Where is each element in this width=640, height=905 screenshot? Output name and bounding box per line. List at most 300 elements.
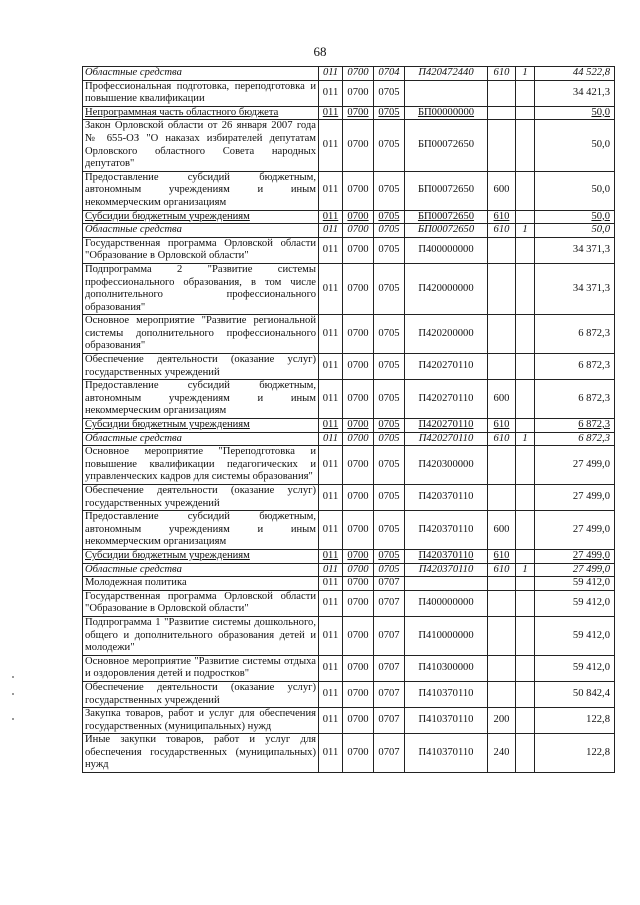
cell-amount [535,380,615,419]
cell-amount-text: 6 872,3 [578,432,610,444]
cell-section-code [343,432,374,446]
cell-amount-text: 34 371,3 [572,244,610,256]
cell-section-code [343,590,374,616]
cell-source-code [516,120,535,171]
cell-source-code [516,432,535,446]
cell-subsection-code [374,315,405,354]
table-row [83,577,615,591]
cell-source-code [516,616,535,655]
cell-section-code [343,106,374,120]
cell-amount-text: 59 412,0 [572,577,610,589]
cell-subsection-code [374,106,405,120]
cell-amount [535,485,615,511]
cell-section-code-text: 0700 [347,577,369,589]
cell-amount [535,210,615,224]
cell-target-code [405,419,488,433]
scan-speck [12,693,14,695]
cell-amount-text: 6 872,3 [578,419,610,431]
cell-subsection-code [374,590,405,616]
cell-ministry-code [319,419,343,433]
cell-section-code-text: 0700 [347,523,369,535]
cell-subsection-code-text: 0705 [378,458,400,470]
cell-name-text: Областные средства [85,224,182,236]
cell-name-text: Государственная программа Орловской области "Образование в Орловской области" [85,237,316,262]
cell-name [83,485,319,511]
cell-ministry-code-text: 011 [322,327,339,339]
cell-section-code [343,616,374,655]
cell-target-code [405,563,488,577]
cell-subsection-code-text: 0705 [378,419,400,431]
cell-ministry-code [319,380,343,419]
cell-section-code-text: 0700 [347,432,369,444]
cell-section-code [343,511,374,550]
cell-expense-type-code [488,106,516,120]
cell-subsection-code-text: 0705 [378,184,400,196]
cell-ministry-code-text: 011 [322,629,339,641]
cell-ministry-code [319,563,343,577]
cell-ministry-code [319,315,343,354]
cell-name [83,354,319,380]
cell-name-text: Молодежная политика [85,577,187,589]
cell-target-code-text: П420000000 [418,282,474,294]
cell-target-code-text: БП00072650 [417,224,475,236]
cell-source-code [516,708,535,734]
cell-subsection-code-text: 0705 [378,432,400,444]
cell-amount-text: 59 412,0 [572,629,610,641]
cell-name-text: Обеспечение деятельности (оказание услуг) государственных учреждений [85,485,316,509]
table-row [83,224,615,238]
cell-amount [535,577,615,591]
cell-target-code [405,263,488,314]
cell-expense-type-code [488,419,516,433]
cell-section-code-text: 0700 [347,714,369,726]
cell-ministry-code [319,655,343,681]
cell-expense-type-code [488,681,516,707]
cell-subsection-code [374,419,405,433]
cell-source-code [516,590,535,616]
cell-target-code-text: П420472440 [418,67,474,78]
table-row [83,106,615,120]
cell-amount [535,354,615,380]
cell-source-code [516,67,535,81]
cell-ministry-code [319,681,343,707]
cell-subsection-code [374,616,405,655]
cell-section-code-text: 0700 [347,688,369,700]
cell-ministry-code [319,485,343,511]
cell-target-code [405,224,488,238]
cell-section-code [343,210,374,224]
cell-target-code-text: П420370110 [418,523,474,535]
cell-expense-type-code [488,655,516,681]
cell-ministry-code-text: 011 [322,139,339,151]
cell-subsection-code [374,120,405,171]
cell-section-code [343,419,374,433]
cell-section-code-text: 0700 [347,244,369,256]
cell-subsection-code-text: 0705 [378,224,400,236]
cell-subsection-code-text: 0705 [378,327,400,339]
cell-amount [535,120,615,171]
cell-ministry-code-text: 011 [322,688,339,700]
cell-amount-text: 27 499,0 [572,458,610,470]
cell-target-code-text: П410000000 [418,629,474,641]
cell-section-code-text: 0700 [347,224,369,236]
cell-source-code-text: 1 [522,432,528,444]
cell-target-code [405,577,488,591]
cell-subsection-code [374,224,405,238]
cell-ministry-code [319,708,343,734]
table-row [83,655,615,681]
cell-target-code-text: П410370110 [418,688,474,700]
cell-amount-text: 50,0 [591,210,610,222]
cell-source-code [516,80,535,106]
cell-subsection-code [374,237,405,263]
cell-name-text: Государственная программа Орловской области "Образование в Орловской области" [85,590,316,615]
cell-ministry-code [319,67,343,81]
cell-target-code-text: БП00072650 [417,139,475,151]
cell-subsection-code [374,734,405,773]
cell-expense-type-code [488,67,516,81]
cell-target-code [405,67,488,81]
cell-expense-type-code [488,485,516,511]
cell-amount-text: 122,8 [586,746,610,758]
cell-name-text: Предоставление субсидий бюджетным, автономным учреждениям и иным некоммерческим организациям [85,171,316,208]
cell-section-code-text: 0700 [347,629,369,641]
cell-name [83,380,319,419]
cell-expense-type-code [488,708,516,734]
cell-name [83,590,319,616]
cell-section-code [343,446,374,485]
cell-expense-type-code [488,734,516,773]
cell-source-code [516,655,535,681]
cell-section-code-text: 0700 [347,746,369,758]
cell-subsection-code-text: 0707 [378,662,400,674]
cell-expense-type-code-text: 610 [493,210,510,222]
cell-amount-text: 50,0 [591,184,610,196]
cell-target-code [405,734,488,773]
cell-name-text: Субсидии бюджетным учреждениям [85,549,250,561]
cell-source-code [516,380,535,419]
cell-section-code [343,224,374,238]
cell-amount-text: 27 499,0 [572,549,610,561]
cell-ministry-code-text: 011 [322,86,339,98]
cell-target-code [405,708,488,734]
cell-subsection-code [374,511,405,550]
cell-target-code-text: П420370110 [418,491,474,503]
cell-source-code [516,563,535,577]
cell-name [83,315,319,354]
cell-section-code [343,708,374,734]
cell-section-code [343,263,374,314]
cell-target-code-text: БП00072650 [417,184,475,196]
cell-amount [535,67,615,81]
cell-expense-type-code-text: 610 [493,563,510,575]
table-row [83,590,615,616]
cell-amount-text: 6 872,3 [578,392,610,404]
cell-subsection-code-text: 0705 [378,491,400,503]
cell-section-code-text: 0700 [347,184,369,196]
cell-subsection-code-text: 0707 [378,714,400,726]
cell-section-code [343,734,374,773]
table-row [83,681,615,707]
cell-ministry-code [319,237,343,263]
cell-subsection-code-text: 0705 [378,244,400,256]
cell-source-code [516,210,535,224]
cell-section-code-text: 0700 [347,360,369,372]
cell-section-code-text: 0700 [347,563,369,575]
cell-section-code [343,80,374,106]
cell-expense-type-code [488,577,516,591]
cell-amount-text: 27 499,0 [572,563,610,575]
cell-expense-type-code [488,120,516,171]
cell-name [83,446,319,485]
cell-ministry-code-text: 011 [322,184,339,196]
cell-target-code-text: П420270110 [418,360,474,372]
cell-name-text: Непрограммная часть областного бюджета [85,106,279,118]
cell-target-code [405,590,488,616]
cell-subsection-code-text: 0705 [378,139,400,151]
cell-amount-text: 6 872,3 [578,327,610,339]
cell-name [83,616,319,655]
cell-ministry-code [319,263,343,314]
cell-target-code [405,446,488,485]
cell-subsection-code [374,210,405,224]
table-row [83,432,615,446]
cell-ministry-code-text: 011 [322,662,339,674]
cell-source-code [516,354,535,380]
cell-amount [535,563,615,577]
cell-target-code-text: П420270110 [418,432,474,444]
cell-ministry-code [319,577,343,591]
cell-ministry-code [319,616,343,655]
cell-expense-type-code [488,446,516,485]
cell-name-text: Основное мероприятие "Развитие системы отдыха и оздоровления детей и подростков" [85,655,316,680]
cell-target-code [405,237,488,263]
cell-expense-type-code [488,263,516,314]
cell-source-code [516,315,535,354]
table-row [83,446,615,485]
cell-subsection-code-text: 0707 [378,746,400,758]
table-row [83,171,615,210]
cell-amount [535,224,615,238]
cell-subsection-code [374,380,405,419]
cell-ministry-code [319,80,343,106]
cell-name-text: Иные закупки товаров, работ и услуг для обеспечения государственных (муниципальных) нужд [85,734,316,771]
table-row [83,354,615,380]
table-row [83,315,615,354]
cell-ministry-code [319,432,343,446]
cell-expense-type-code [488,171,516,210]
cell-source-code-text: 1 [522,224,528,236]
table-row [83,616,615,655]
cell-section-code [343,655,374,681]
cell-subsection-code-text: 0705 [378,563,400,575]
cell-amount [535,315,615,354]
cell-amount-text: 50,0 [591,139,610,151]
cell-amount [535,106,615,120]
cell-name [83,563,319,577]
cell-ministry-code [319,549,343,563]
cell-name [83,681,319,707]
table-row [83,263,615,314]
table-row [83,80,615,106]
cell-ministry-code [319,354,343,380]
cell-name-text: Субсидии бюджетным учреждениям [85,210,250,222]
cell-subsection-code-text: 0705 [378,210,400,222]
cell-expense-type-code-text: 610 [493,432,510,444]
cell-subsection-code [374,80,405,106]
cell-expense-type-code [488,511,516,550]
cell-name [83,263,319,314]
cell-name-text: Обеспечение деятельности (оказание услуг) государственных учреждений [85,354,316,378]
cell-section-code-text: 0700 [347,491,369,503]
cell-ministry-code-text: 011 [322,577,339,589]
cell-name-text: Закон Орловской области от 26 января 2007 года № 655-ОЗ "О наказах избирателей депутатам Орловского областного Совета народных депутатов" [85,120,316,170]
cell-target-code-text: БП00072650 [417,210,475,222]
cell-amount-text: 59 412,0 [572,662,610,674]
cell-target-code [405,380,488,419]
cell-subsection-code [374,655,405,681]
cell-expense-type-code [488,354,516,380]
cell-target-code-text: БП00000000 [417,106,475,118]
cell-name [83,419,319,433]
cell-section-code [343,549,374,563]
table-row [83,734,615,773]
table-row [83,511,615,550]
cell-section-code [343,171,374,210]
cell-ministry-code-text: 011 [322,67,339,78]
cell-expense-type-code-text: 600 [493,392,510,404]
cell-target-code-text: П400000000 [418,597,474,609]
budget-table [82,66,615,773]
cell-expense-type-code-text: 200 [493,714,510,726]
cell-target-code [405,354,488,380]
cell-section-code-text: 0700 [347,282,369,294]
cell-target-code [405,616,488,655]
cell-section-code-text: 0700 [347,67,369,78]
cell-target-code [405,106,488,120]
cell-source-code [516,485,535,511]
cell-source-code [516,263,535,314]
cell-subsection-code-text: 0705 [378,86,400,98]
cell-expense-type-code [488,315,516,354]
cell-amount [535,80,615,106]
cell-section-code-text: 0700 [347,458,369,470]
cell-expense-type-code [488,210,516,224]
cell-amount [535,734,615,773]
cell-section-code-text: 0700 [347,210,369,222]
cell-section-code-text: 0700 [347,86,369,98]
cell-amount-text: 50,0 [591,224,610,236]
cell-ministry-code-text: 011 [322,419,339,431]
cell-ministry-code-text: 011 [322,597,339,609]
cell-amount-text: 27 499,0 [572,491,610,503]
cell-name [83,80,319,106]
cell-section-code [343,354,374,380]
cell-ministry-code [319,120,343,171]
scan-speck [12,676,14,678]
cell-ministry-code [319,446,343,485]
cell-section-code-text: 0700 [347,549,369,561]
table-row [83,485,615,511]
cell-amount-text: 122,8 [586,714,610,726]
cell-ministry-code-text: 011 [322,432,339,444]
cell-target-code-text: П420370110 [418,549,474,561]
cell-amount-text: 34 371,3 [572,282,610,294]
cell-subsection-code-text: 0705 [378,282,400,294]
cell-name-text: Областные средства [85,432,182,444]
cell-subsection-code-text: 0704 [378,67,400,78]
cell-ministry-code-text: 011 [322,746,339,758]
cell-target-code [405,210,488,224]
scan-speck [12,718,14,720]
cell-name-text: Основное мероприятие "Развитие региональной системы дополнительного профессионального образования" [85,315,316,352]
cell-ministry-code-text: 011 [322,714,339,726]
cell-ministry-code-text: 011 [322,458,339,470]
table-row [83,210,615,224]
cell-ministry-code [319,106,343,120]
cell-source-code-text: 1 [522,563,528,575]
cell-expense-type-code-text: 610 [493,419,510,431]
cell-amount-text: 50,0 [591,106,610,118]
cell-target-code-text: П410370110 [418,746,474,758]
cell-ministry-code-text: 011 [322,491,339,503]
cell-expense-type-code [488,237,516,263]
cell-amount [535,237,615,263]
cell-section-code [343,67,374,81]
cell-source-code [516,734,535,773]
cell-name [83,171,319,210]
cell-source-code [516,171,535,210]
cell-section-code-text: 0700 [347,419,369,431]
cell-source-code [516,577,535,591]
cell-amount [535,590,615,616]
cell-ministry-code-text: 011 [322,549,339,561]
cell-subsection-code-text: 0707 [378,629,400,641]
table-row [83,237,615,263]
cell-target-code-text: П420200000 [418,327,474,339]
cell-amount [535,263,615,314]
cell-ministry-code-text: 011 [322,523,339,535]
cell-ministry-code [319,734,343,773]
table-body [83,67,615,773]
cell-expense-type-code-text: 610 [493,67,510,78]
cell-section-code-text: 0700 [347,392,369,404]
cell-amount [535,708,615,734]
cell-subsection-code [374,549,405,563]
cell-ministry-code [319,224,343,238]
cell-ministry-code [319,511,343,550]
cell-ministry-code-text: 011 [322,224,339,236]
cell-section-code-text: 0700 [347,139,369,151]
table-row [83,708,615,734]
cell-subsection-code [374,67,405,81]
cell-target-code [405,80,488,106]
cell-expense-type-code [488,224,516,238]
cell-subsection-code [374,563,405,577]
cell-name-text: Субсидии бюджетным учреждениям [85,419,250,431]
cell-section-code [343,577,374,591]
cell-target-code [405,655,488,681]
cell-name-text: Профессиональная подготовка, переподготовка и повышение квалификации [85,80,316,105]
cell-ministry-code-text: 011 [322,360,339,372]
cell-ministry-code [319,590,343,616]
cell-subsection-code-text: 0707 [378,577,400,589]
cell-ministry-code [319,210,343,224]
cell-section-code [343,380,374,419]
cell-name-text: Предоставление субсидий бюджетным, автономным учреждениям и иным некоммерческим организациям [85,511,316,548]
cell-name [83,432,319,446]
cell-amount-text: 6 872,3 [578,360,610,372]
